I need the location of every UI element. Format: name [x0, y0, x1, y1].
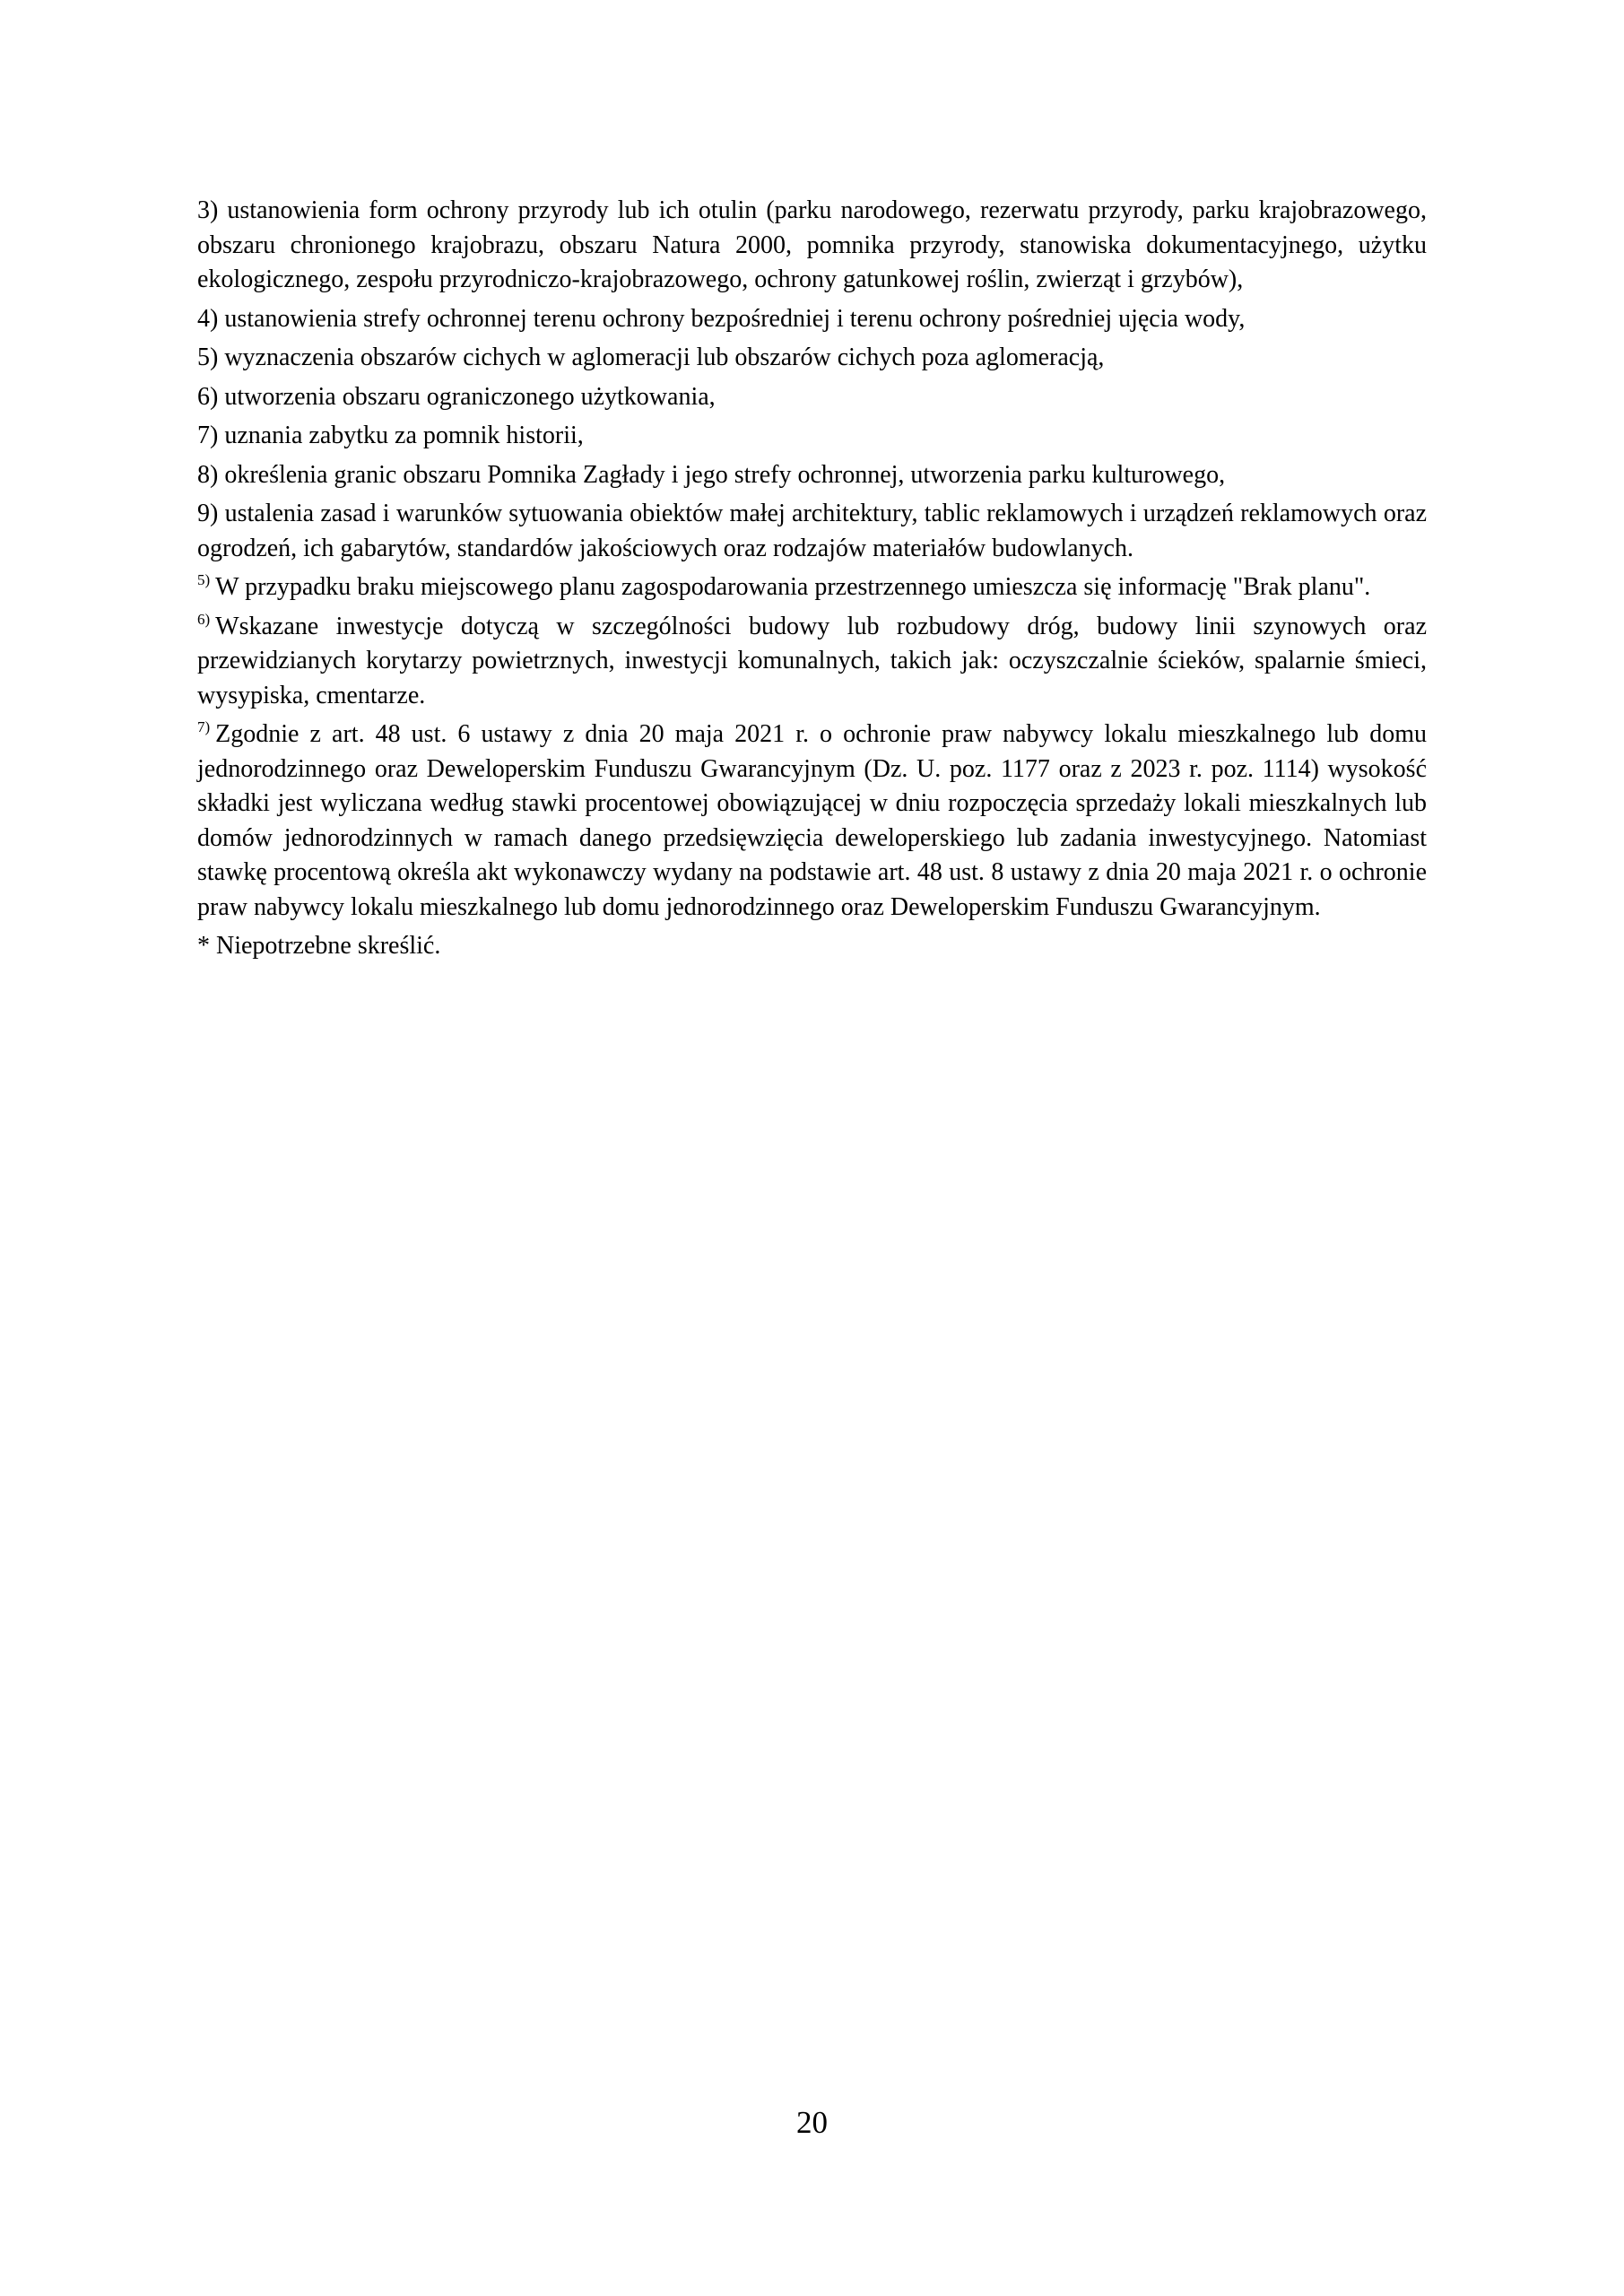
- paragraph-text: 4) ustanowienia strefy ochronnej terenu ochrony bezpośredniej i terenu ochrony pośredniej ujęcia wody,: [197, 304, 1246, 333]
- list-item-9: [197, 497, 1427, 566]
- footnote-marker: 5): [197, 571, 211, 588]
- paragraph-text: 9) ustalenia zasad i warunków sytuowania obiektów małej architektury, tablic reklamowych i urządzeń reklamowych oraz ogrodzeń, ich gabarytów, standardów jakościowych oraz rodzajów materiałów budowlanych.: [197, 500, 1427, 562]
- list-item-3: [197, 194, 1427, 298]
- list-item-7: [197, 419, 1427, 454]
- list-item-6: [197, 380, 1427, 415]
- list-item-4: [197, 302, 1427, 337]
- footnote-text: Wskazane inwestycje dotyczą w szczególności budowy lub rozbudowy dróg, budowy linii szynowych oraz przewidzianych korytarzy powietrznych, inwestycji komunalnych, takich jak: oczyszczalnie ścieków, spalarnie śmieci, wysypiska, cmentarze.: [197, 612, 1427, 709]
- note-text: * Niepotrzebne skreślić.: [197, 932, 441, 960]
- page-number: 20: [796, 2105, 828, 2140]
- paragraph-text: 3) ustanowienia form ochrony przyrody lub ich otulin (parku narodowego, rezerwatu przyrody, parku krajobrazowego, obszaru chronionego krajobrazu, obszaru Natura 2000, pomnika przyrody, stanowiska dokumentacyjnego, użytku ekologicznego, zespołu przyrodniczo-krajobrazowego, ochrony gatunkowej roślin, zwierząt i grzybów),: [197, 196, 1427, 293]
- paragraph-text: 8) określenia granic obszaru Pomnika Zagłady i jego strefy ochronnej, utworzenia parku kulturowego,: [197, 460, 1226, 489]
- asterisk-note: [197, 929, 1427, 964]
- list-item-5: [197, 341, 1427, 376]
- footnote-5: [197, 570, 1427, 605]
- document-body: [197, 194, 1427, 969]
- footnote-7: [197, 718, 1427, 925]
- footnote-marker: 7): [197, 718, 211, 735]
- footnote-6: [197, 610, 1427, 714]
- list-item-8: [197, 458, 1427, 493]
- footnote-marker: 6): [197, 610, 211, 628]
- footnote-text: Zgodnie z art. 48 ust. 6 ustawy z dnia 20 maja 2021 r. o ochronie praw nabywcy lokalu mieszkalnego lub domu jednorodzinnego oraz Deweloperskim Funduszu Gwarancyjnym (Dz. U. poz. 1177 oraz z 2023 r. poz. 1114) wysokość składki jest wyliczana według stawki procentowej obowiązującej w dniu rozpoczęcia sprzedaży lokali mieszkalnych lub domów jednorodzinnych w ramach danego przedsięwzięcia deweloperskiego lub zadania inwestycyjnego. Natomiast stawkę procentową określa akt wykonawczy wydany na podstawie art. 48 ust. 8 ustawy z dnia 20 maja 2021 r. o ochronie praw nabywcy lokalu mieszkalnego lub domu jednorodzinnego oraz Deweloperskim Funduszu Gwarancyjnym.: [197, 720, 1427, 921]
- paragraph-text: 6) utworzenia obszaru ograniczonego użytkowania,: [197, 382, 716, 411]
- paragraph-text: 7) uznania zabytku za pomnik historii,: [197, 422, 584, 449]
- paragraph-text: 5) wyznaczenia obszarów cichych w aglomeracji lub obszarów cichych poza aglomeracją,: [197, 344, 1105, 371]
- footnote-text: W przypadku braku miejscowego planu zagospodarowania przestrzennego umieszcza się informację "Brak planu".: [215, 573, 1371, 601]
